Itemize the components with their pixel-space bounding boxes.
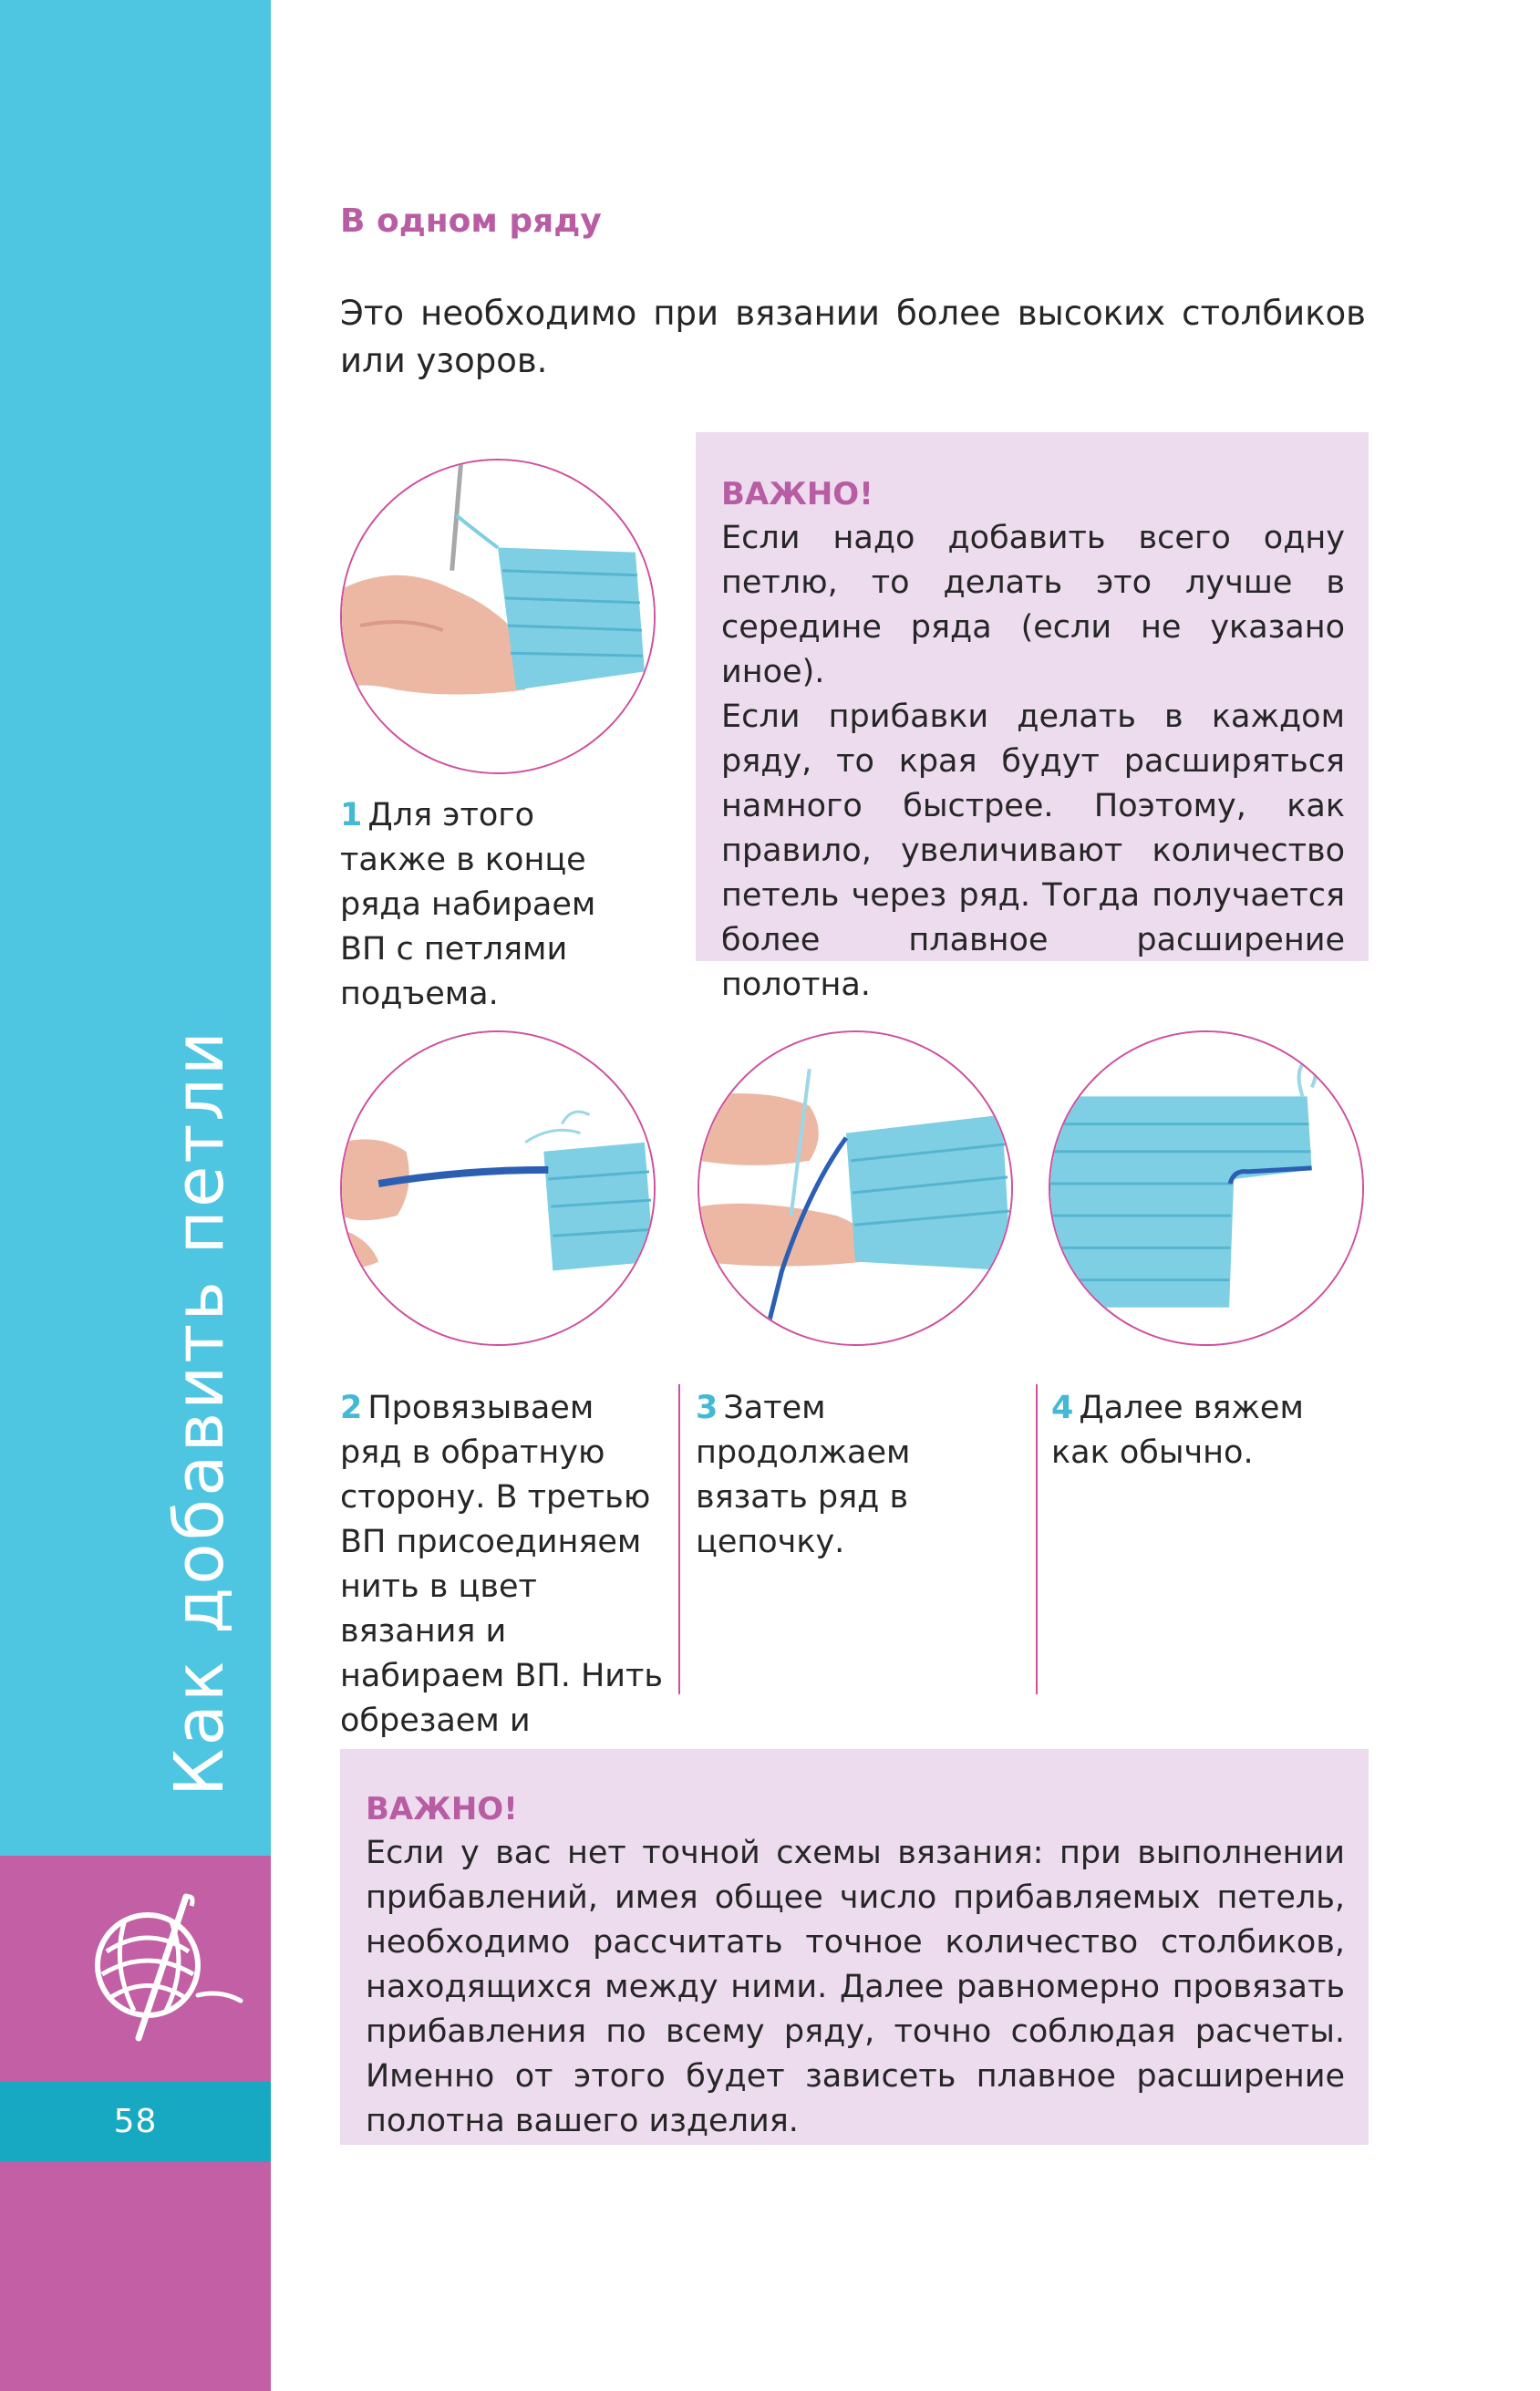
note-paragraph: Если прибавки делать в каждом ряду, то края будут расширяться намного быстрее. Поэтому, как правило, увеличивают количество петель через ряд. Тогда получается более плавное расширение полотна. bbox=[721, 699, 1345, 1003]
step-text: Провязываем ряд в обратную сторону. В третью ВП присоединяем нить в цвет вязания и набираем ВП. Нить обрезаем и bbox=[340, 1390, 664, 1739]
chapter-title: Как добавить петли bbox=[160, 1029, 239, 1796]
note-text: Если у вас нет точной схемы вязания: при выполнении прибавлений, имея общее число прибавляемых петель, необходимо рассчитать точное количество столбиков, находящихся между ними. Далее равномерно провязать прибавления по всему ряду, точно соблюдая расчеты. Именно от этого будет зависеть плавное расширение полотна вашего изделия. bbox=[366, 1835, 1345, 2139]
intro-text: Это необходимо при вязании более высоких столбиков или узоров. bbox=[340, 294, 1366, 380]
step-4-photo bbox=[1049, 1030, 1364, 1346]
step-text: Далее вяжем как обычно. bbox=[1051, 1390, 1304, 1471]
column-divider bbox=[678, 1384, 680, 1694]
step-text: Для этого также в конце ряда набираем ВП с петлями подъема. bbox=[340, 797, 596, 1012]
step-1-photo bbox=[340, 459, 656, 774]
step-2-photo bbox=[340, 1030, 656, 1346]
note-paragraph: Если надо добавить всего одну петлю, то делать это лучше в середине ряда (если не указано иное). bbox=[721, 520, 1345, 690]
step-3-caption bbox=[696, 1386, 1006, 1565]
note-title: ВАЖНО! bbox=[721, 476, 873, 512]
step-text: Затем продолжаем вязать ряд в цепочку. bbox=[696, 1390, 911, 1560]
note-title: ВАЖНО! bbox=[366, 1791, 518, 1827]
step-2-caption bbox=[340, 1386, 664, 1788]
important-note-top bbox=[696, 432, 1369, 1003]
step-4-caption bbox=[1051, 1386, 1361, 1475]
column-divider bbox=[1036, 1384, 1038, 1694]
step-number: 3 bbox=[696, 1390, 718, 1426]
section-heading: В одном ряду bbox=[340, 202, 602, 240]
step-number: 2 bbox=[340, 1390, 363, 1426]
step-1-caption bbox=[340, 793, 650, 1017]
yarn-ball-crochet-hook-icon bbox=[84, 1888, 248, 2043]
important-note-bottom bbox=[340, 1749, 1369, 2145]
step-number: 1 bbox=[340, 797, 363, 833]
page-number: 58 bbox=[113, 2103, 158, 2140]
step-number: 4 bbox=[1051, 1390, 1074, 1426]
step-3-photo bbox=[698, 1030, 1013, 1346]
